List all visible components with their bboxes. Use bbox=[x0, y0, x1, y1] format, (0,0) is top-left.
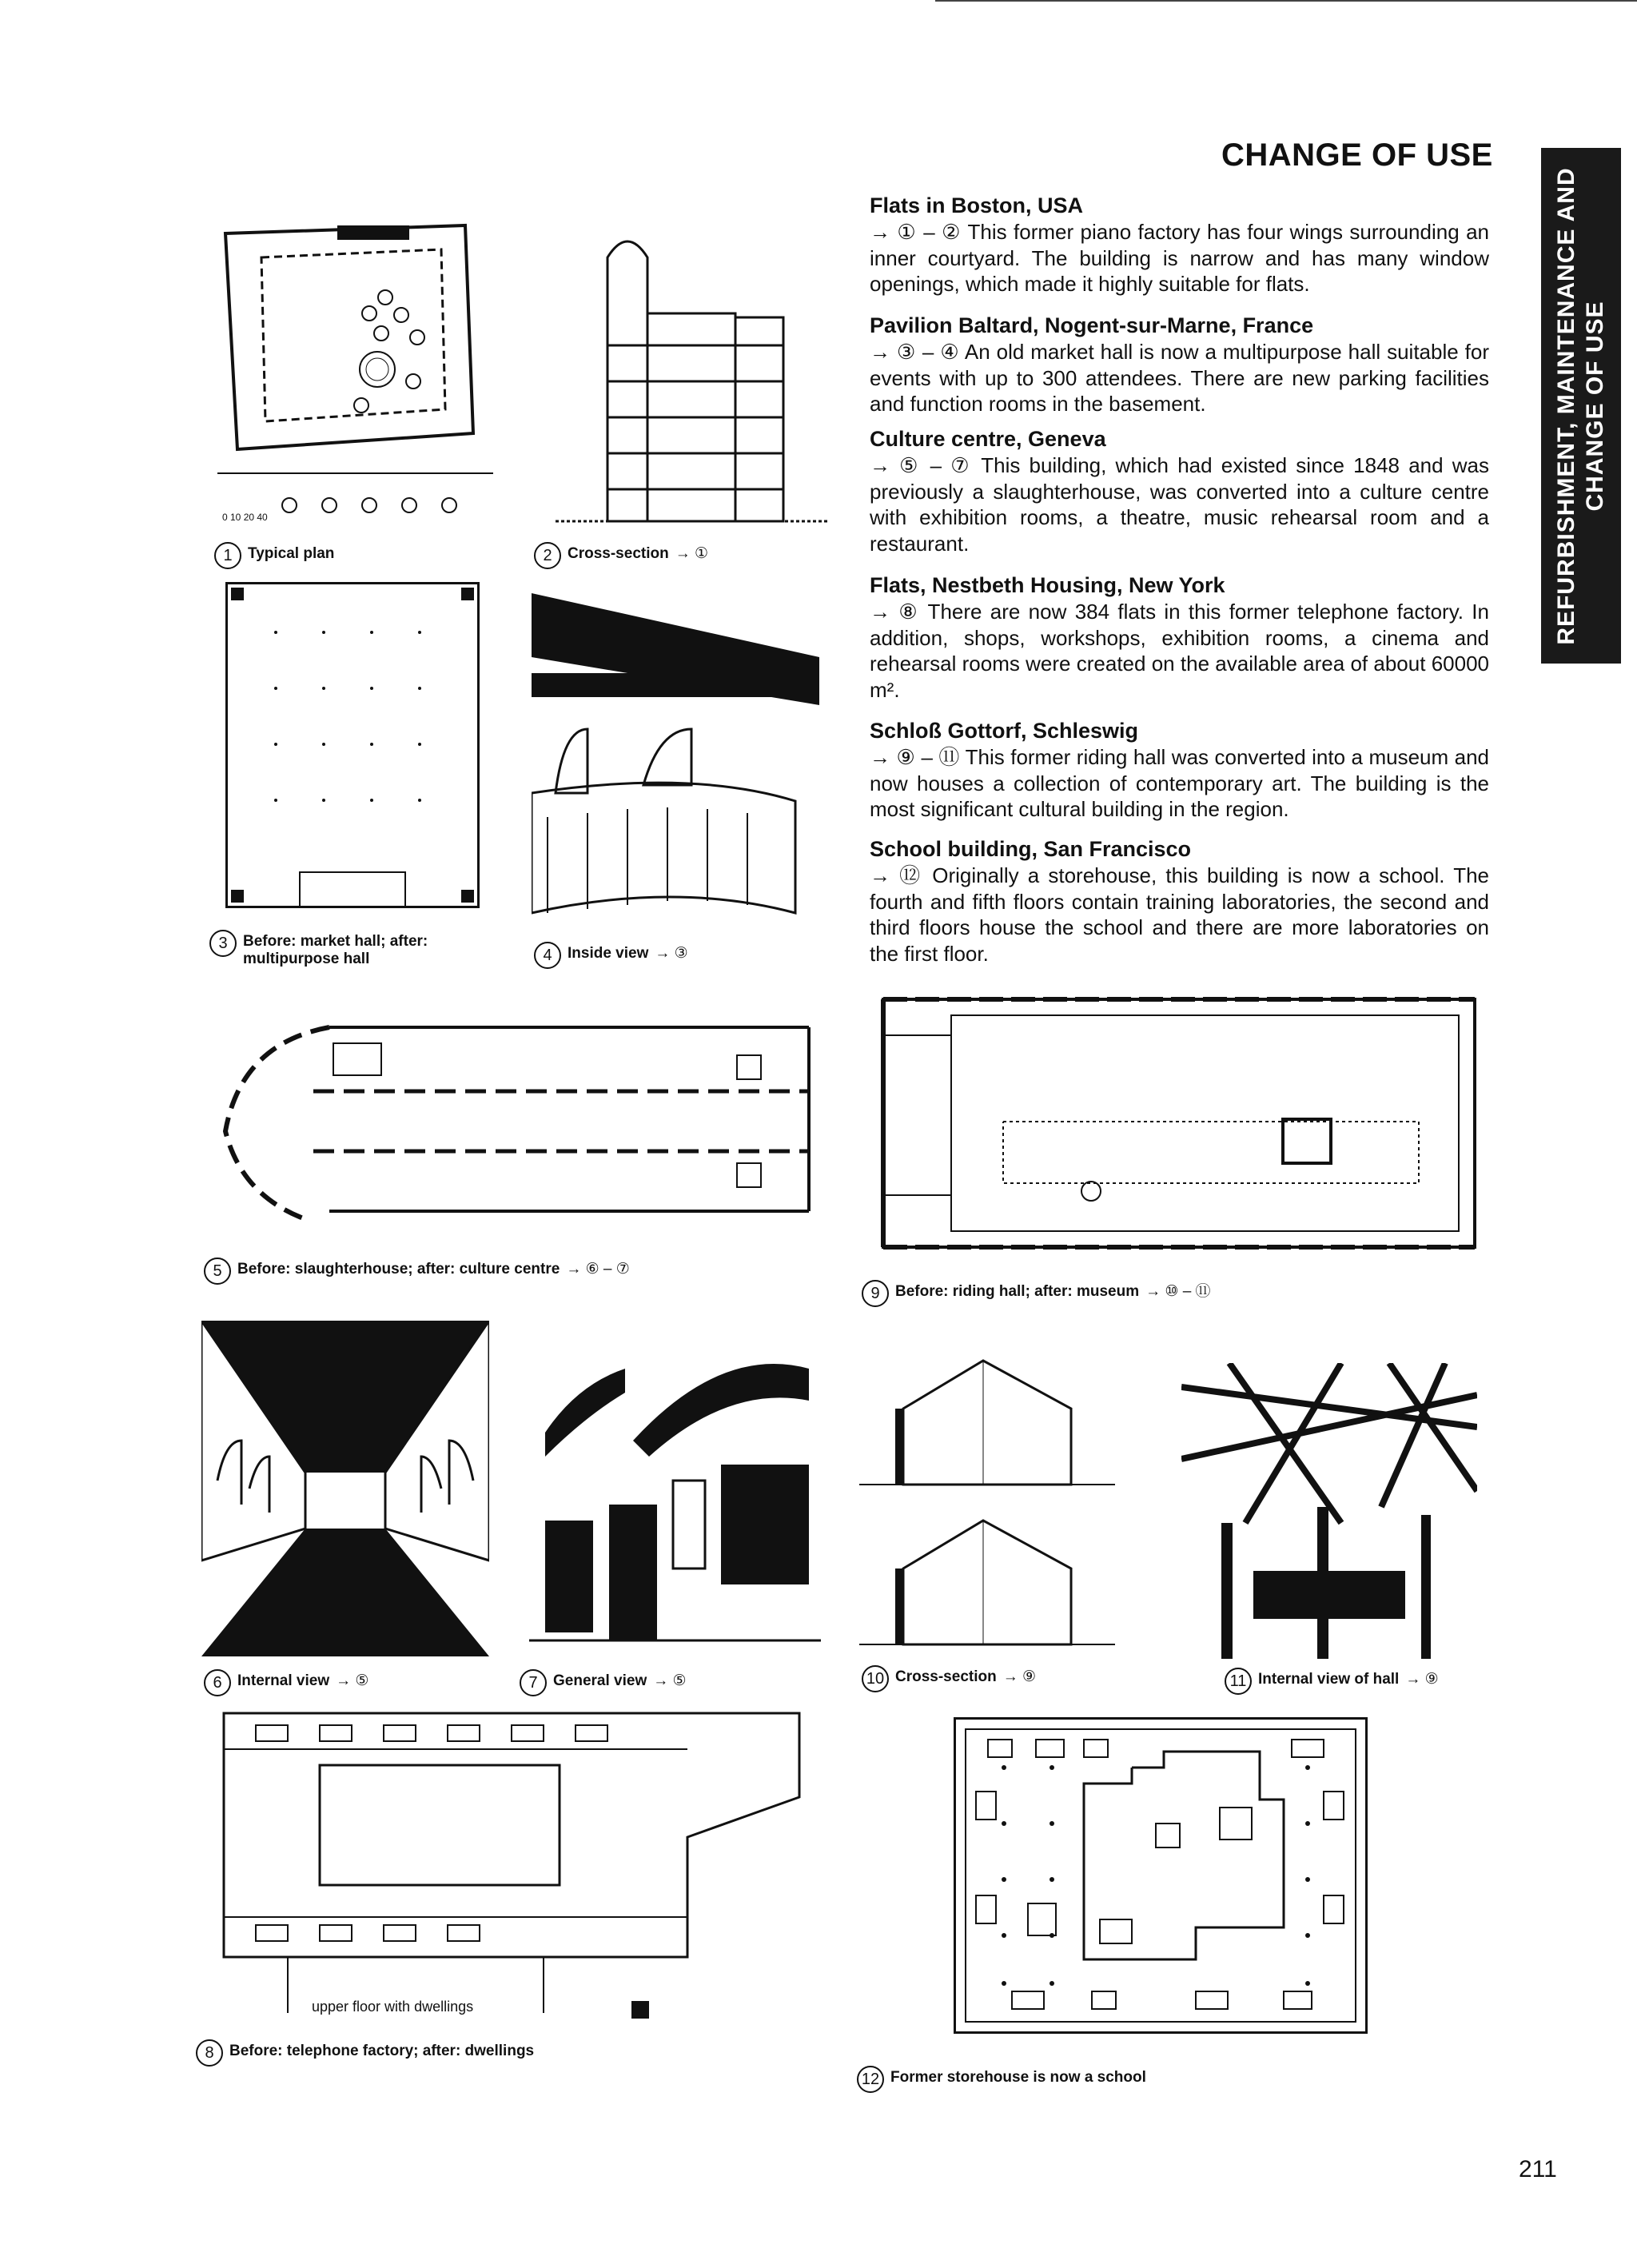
section-body: → ⑤ – ⑦ This building, which had existed since 1848 and was previously a slaughterhouse, was converted into a culture centre with exhibition rooms, a theatre, music rehearsal room and a restaurant. bbox=[870, 453, 1489, 556]
figure-11-caption bbox=[1225, 1671, 1439, 1695]
figure-10-cross-section bbox=[859, 1353, 1115, 1660]
figure-10-caption bbox=[862, 1668, 1036, 1692]
figure-number: 3 bbox=[209, 930, 237, 957]
cross-reference: → ③ bbox=[655, 945, 688, 962]
figure-8-telephone-factory-plan bbox=[208, 1709, 801, 2033]
section-body: → ⑧ There are now 384 flats in this former telephone factory. In addition, shops, workshops, exhibition rooms, a cinema and rehearsal rooms were created on the available area of about 60000 m². bbox=[870, 600, 1489, 702]
figure-6-caption bbox=[204, 1672, 368, 1696]
exterior-perspective bbox=[529, 1321, 821, 1656]
figure-12-storehouse-plan bbox=[954, 1717, 1368, 2034]
figure-2-cross-section bbox=[532, 209, 827, 536]
hall-plan-drawing bbox=[859, 987, 1483, 1263]
section-body: → ⑫ Originally a storehouse, this building is now a school. The fourth and fifth floors contain training laboratories, the second and third floors house the school and there are more laboratories on the first floor. bbox=[870, 863, 1489, 966]
figure-6-internal-view bbox=[201, 1321, 489, 1656]
figure-number: 4 bbox=[534, 942, 561, 969]
section-title: Culture centre, Geneva bbox=[870, 427, 1106, 451]
section-pavilion-baltard bbox=[870, 312, 1489, 417]
caption-text: Before: slaughterhouse; after: culture centre bbox=[237, 1261, 560, 1277]
section-body: → ③ – ④ An old market hall is now a multipurpose hall suitable for events with up to 300 attendees. There are new parking facilities and function rooms in the basement. bbox=[870, 340, 1489, 416]
caption-text: Internal view bbox=[237, 1672, 330, 1689]
section-geneva bbox=[870, 425, 1489, 556]
caption-text: Before: market hall; after: multipurpose hall bbox=[243, 933, 428, 967]
figure-5-caption bbox=[204, 1261, 630, 1285]
caption-text: Cross-section bbox=[568, 545, 669, 562]
truss-perspective bbox=[1181, 1363, 1477, 1663]
caption-text: Before: telephone factory; after: dwellings bbox=[229, 2043, 535, 2059]
section-body: → ⑨ – ⑪ This former riding hall was converted into a museum and now houses a collection of contemporary art. The building is the most significant cultural building in the region. bbox=[870, 745, 1489, 821]
chapter-sidebar-label: REFURBISHMENT, MAINTENANCE AND CHANGE OF USE bbox=[1553, 166, 1608, 645]
figure-number: 1 bbox=[214, 542, 241, 569]
figure-9-riding-hall-plan bbox=[859, 987, 1483, 1263]
cross-reference: → ⑨ bbox=[1002, 1668, 1037, 1685]
figure-12-caption bbox=[857, 2069, 1146, 2093]
cross-reference: → ⑥ – ⑦ bbox=[566, 1261, 630, 1277]
figure-7-caption bbox=[520, 1672, 687, 1696]
figure-number: 7 bbox=[520, 1669, 547, 1696]
scale-bar-label: 0 10 20 40 bbox=[222, 512, 268, 523]
school-plan-drawing bbox=[956, 1720, 1365, 2031]
figure-4-inside-view bbox=[532, 593, 819, 919]
caption-text: Typical plan bbox=[248, 545, 335, 562]
section-title: Flats in Boston, USA bbox=[870, 193, 1084, 217]
caption-text: Cross-section bbox=[895, 1668, 997, 1685]
page-number: 211 bbox=[1519, 2156, 1557, 2182]
figure-5-slaughterhouse-plan bbox=[209, 1011, 825, 1243]
figure-1-caption bbox=[214, 545, 334, 569]
grid-plan-drawing bbox=[228, 584, 477, 906]
caption-text: Inside view bbox=[568, 945, 649, 962]
figure-11-internal-view-of-hall bbox=[1181, 1363, 1477, 1663]
figure-number: 11 bbox=[1225, 1668, 1252, 1695]
figure-7-general-view bbox=[529, 1321, 821, 1656]
figure-number: 5 bbox=[204, 1258, 231, 1285]
section-title: Flats, Nestbeth Housing, New York bbox=[870, 573, 1225, 597]
figure-9-caption bbox=[862, 1283, 1211, 1307]
section-boston bbox=[870, 192, 1489, 297]
section-title: School building, San Francisco bbox=[870, 837, 1192, 861]
figure-number: 10 bbox=[862, 1665, 889, 1692]
page-heading: CHANGE OF USE bbox=[1221, 138, 1493, 173]
figure-number: 6 bbox=[204, 1669, 231, 1696]
chapter-sidebar-tab bbox=[1541, 148, 1621, 664]
figure-3-market-hall-plan bbox=[225, 582, 480, 908]
section-drawing bbox=[532, 209, 827, 536]
long-plan-drawing bbox=[209, 1011, 825, 1243]
plan-inner-label: upper floor with dwellings bbox=[312, 1999, 474, 2015]
figure-3-caption bbox=[209, 933, 443, 968]
caption-text: Internal view of hall bbox=[1258, 1671, 1400, 1688]
cross-reference: → ① bbox=[675, 545, 709, 562]
cross-reference: → ⑩ – ⑪ bbox=[1145, 1283, 1211, 1300]
cross-reference: → ⑨ bbox=[1405, 1671, 1439, 1688]
hall-sections-drawing bbox=[859, 1353, 1115, 1660]
figure-2-caption bbox=[534, 545, 708, 569]
figure-number: 9 bbox=[862, 1280, 889, 1307]
cross-reference: → ⑤ bbox=[653, 1672, 687, 1689]
figure-number: 2 bbox=[534, 542, 561, 569]
section-body: → ① – ② This former piano factory has four wings surrounding an inner courtyard. The building is narrow and has many window openings, which made it highly suitable for flats. bbox=[870, 220, 1489, 296]
plan-drawing bbox=[217, 209, 493, 536]
caption-text: Before: riding hall; after: museum bbox=[895, 1283, 1140, 1300]
corridor-perspective bbox=[201, 1321, 489, 1656]
perspective-drawing bbox=[532, 593, 819, 919]
cross-reference: → ⑤ bbox=[336, 1672, 369, 1689]
floor-plan-drawing bbox=[208, 1709, 801, 2033]
figure-number: 12 bbox=[857, 2066, 884, 2093]
caption-text: Former storehouse is now a school bbox=[890, 2069, 1146, 2086]
top-rule bbox=[935, 0, 1637, 2]
figure-1-typical-plan bbox=[217, 209, 493, 536]
caption-text: General view bbox=[553, 1672, 647, 1689]
section-gottorf bbox=[870, 717, 1489, 823]
figure-4-caption bbox=[534, 945, 688, 969]
section-nestbeth bbox=[870, 572, 1489, 703]
figure-8-caption bbox=[196, 2043, 534, 2067]
figure-number: 8 bbox=[196, 2039, 223, 2067]
section-san-francisco bbox=[870, 835, 1489, 967]
section-title: Schloß Gottorf, Schleswig bbox=[870, 719, 1139, 743]
section-title: Pavilion Baltard, Nogent-sur-Marne, France bbox=[870, 313, 1314, 337]
